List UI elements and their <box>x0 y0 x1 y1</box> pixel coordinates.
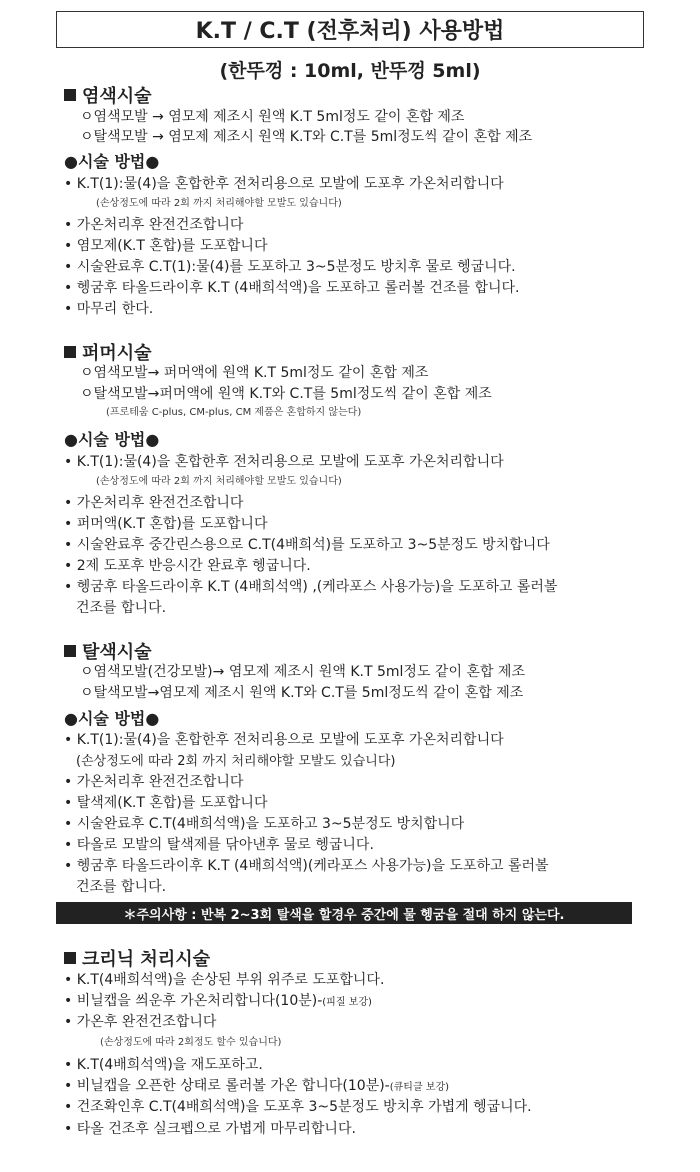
prep-line: ㅇ탈색모발→퍼머액에 원액 K.T와 C.T를 5ml정도씩 같이 혼합 제조 <box>80 386 492 402</box>
step-note: (손상정도에 따라 2회 까지 처리해야할 모발도 있습니다) <box>76 754 396 769</box>
step-line: • 타올로 모발의 탈색제를 닦아낸후 물로 헹굽니다. <box>64 837 374 853</box>
caution-notice: ＊주의사항 : 반복 2~3회 탈색을 할경우 중간에 물 헹굼을 절대 하지 않는다. <box>56 902 632 924</box>
step-line: • K.T(1):물(4)을 혼합한후 전처리용으로 모발에 도포후 가온처리합니다 <box>64 176 504 192</box>
step-line: • 타올 건조후 실크펩으로 가볍게 마무리합니다. <box>64 1121 356 1137</box>
section-heading-perm: 퍼머시술 <box>64 339 152 365</box>
step-line: • 2제 도포후 반응시간 완료후 헹굽니다. <box>64 558 311 574</box>
step-line: • 탈색제(K.T 혼합)를 도포합니다 <box>64 795 268 811</box>
step-line: • 가온후 완전건조합니다 <box>64 1014 217 1030</box>
prep-line: ㅇ탈색모발→염모제 제조시 원액 K.T와 C.T를 5ml정도씩 같이 혼합 제조 <box>80 685 524 701</box>
step-line: • 헹굼후 타올드라이후 K.T (4배희석액)(케라포스 사용가능)을 도포하고 롤러볼 <box>64 858 549 874</box>
step-line: • 시술완료후 C.T(4배희석액)을 도포하고 3~5분정도 방치합니다 <box>64 816 465 832</box>
prep-line: ㅇ염색모발→ 퍼머액에 원액 K.T 5ml정도 같이 혼합 제조 <box>80 365 429 381</box>
section-heading-clinic: 크리닉 처리시술 <box>64 945 210 971</box>
step-line: • 헹굼후 타올드라이후 K.T (4배희석액) ,(케라포스 사용가능)을 도포하고 롤러볼 <box>64 579 558 595</box>
prep-note: (프로테움 C-plus, CM-plus, CM 제품은 혼합하지 않는다) <box>106 407 362 418</box>
step-line: • 시술완료후 중간린스용으로 C.T(4배희석)를 도포하고 3~5분정도 방치합니다 <box>64 537 550 553</box>
step-note: (손상정도에 따라 2회 까지 처리해야할 모발도 있습니다) <box>96 476 342 487</box>
method-label: ●시술 방법● <box>64 709 160 728</box>
step-line: • 비닐캡을 오픈한 상태로 롤러볼 가온 합니다(10분)-(큐티클 보강) <box>64 1078 450 1094</box>
step-line: • K.T(1):물(4)을 혼합한후 전처리용으로 모발에 도포후 가온처리합니다 <box>64 454 504 470</box>
step-line: • 퍼머액(K.T 혼합)를 도포합니다 <box>64 516 268 532</box>
step-line: • 가온처리후 완전건조합니다 <box>64 774 244 790</box>
step-note: (손상정도에 따라 2회정도 할수 있습니다) <box>100 1037 282 1048</box>
prep-line: ㅇ탈색모발 → 염모제 제조시 원액 K.T와 C.T를 5ml정도씩 같이 혼합 제조 <box>80 129 533 145</box>
method-label: ●시술 방법● <box>64 152 160 171</box>
square-bullet-icon <box>64 952 76 964</box>
step-line-continued: 건조를 합니다. <box>76 600 167 616</box>
step-line: • 건조확인후 C.T(4배희석액)을 도포후 3~5분정도 방치후 가볍게 헹굽니다. <box>64 1099 532 1115</box>
step-line: • 비닐캡을 씌운후 가온처리합니다(10분)-(피질 보강) <box>64 993 372 1009</box>
method-label: ●시술 방법● <box>64 430 160 449</box>
step-note: (손상정도에 따라 2회 까지 처리해야할 모발도 있습니다) <box>96 198 342 209</box>
document-subtitle: (한뚜껑 : 10ml, 반뚜껑 5ml) <box>219 60 481 82</box>
step-line: • 가온처리후 완전건조합니다 <box>64 217 244 233</box>
section-heading-bleach: 탈색시술 <box>64 638 152 664</box>
step-line: • K.T(1):물(4)을 혼합한후 전처리용으로 모발에 도포후 가온처리합니다 <box>64 732 504 748</box>
document-title: K.T / C.T (전후처리) 사용방법 <box>56 11 644 48</box>
step-line-continued: 건조를 합니다. <box>76 879 167 895</box>
step-line: • 마무리 한다. <box>64 301 154 317</box>
square-bullet-icon <box>64 89 76 101</box>
square-bullet-icon <box>64 346 76 358</box>
step-line: • 시술완료후 C.T(1):물(4)를 도포하고 3~5분정도 방치후 물로 헹굽니다. <box>64 259 516 275</box>
step-line: • 헹굼후 타올드라이후 K.T (4배희석액)을 도포하고 롤러볼 건조를 합니다. <box>64 280 520 296</box>
step-line: • 가온처리후 완전건조합니다 <box>64 495 244 511</box>
step-line: • 염모제(K.T 혼합)를 도포합니다 <box>64 238 268 254</box>
section-heading-dyeing: 염색시술 <box>64 82 152 108</box>
square-bullet-icon <box>64 645 76 657</box>
prep-line: ㅇ염색모발(건강모발)→ 염모제 제조시 원액 K.T 5ml정도 같이 혼합 제조 <box>80 664 525 680</box>
step-line: • K.T(4배희석액)을 재도포하고. <box>64 1057 263 1073</box>
prep-line: ㅇ염색모발 → 염모제 제조시 원액 K.T 5ml정도 같이 혼합 제조 <box>80 109 465 125</box>
step-line: • K.T(4배희석액)을 손상된 부위 위주로 도포합니다. <box>64 972 385 988</box>
